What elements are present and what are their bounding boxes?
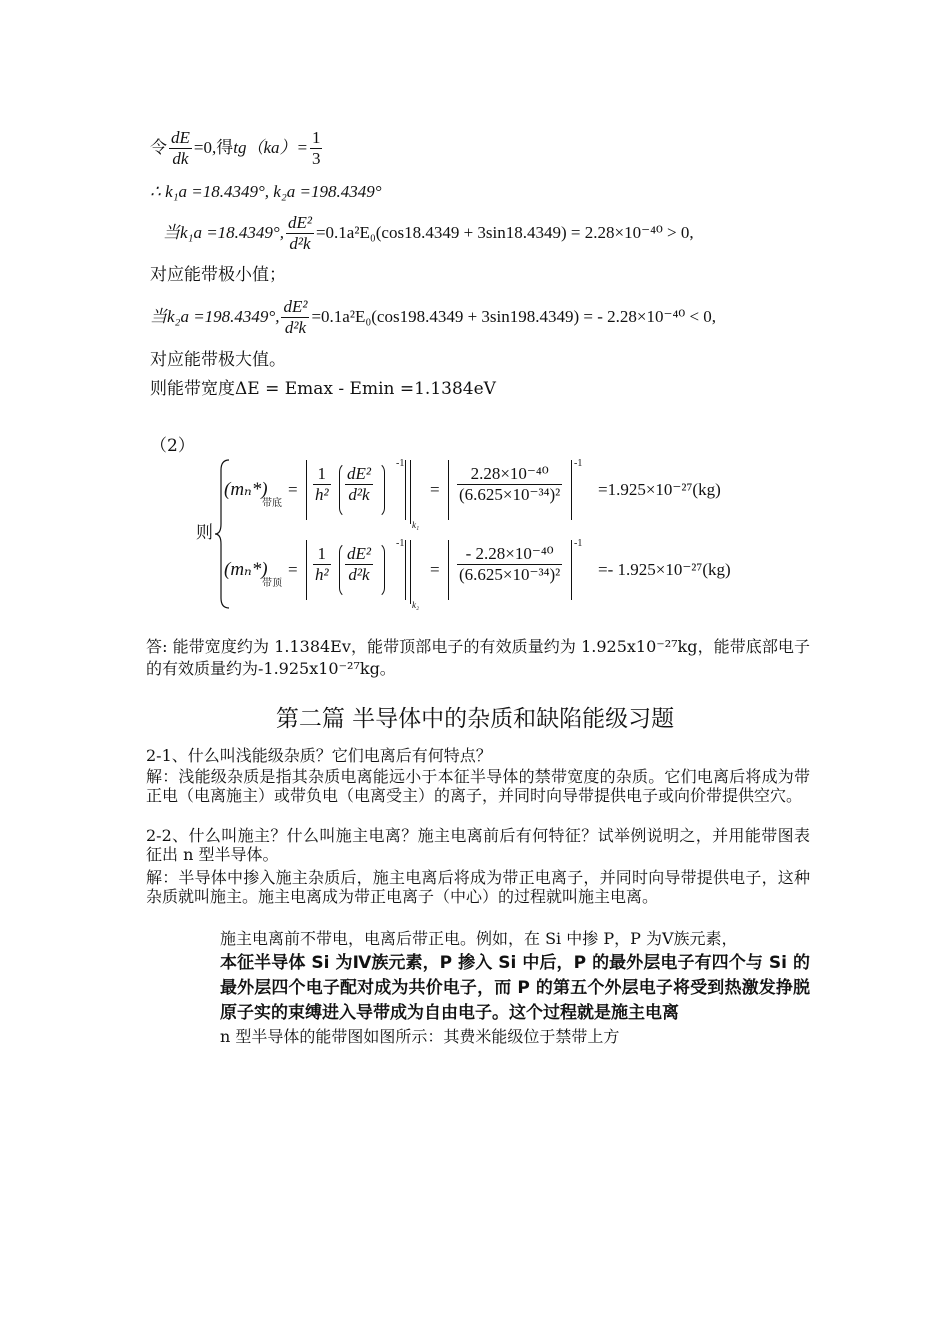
frac-den: h² (315, 485, 329, 504)
exponent: -1 (396, 538, 405, 549)
frac-num: - 2.28×10⁻⁴⁰ (457, 544, 562, 565)
eval-bar (410, 460, 411, 524)
frac-den: (6.625×10⁻³⁴)² (459, 485, 561, 504)
answer-2-2: 解：半导体中掺入施主杂质后，施主电离后将成为带正电离子，并同时向导带提供电子，这种杂质就叫施主。施主电离成为带正电离子（中心）的过程就叫施主电离。 (146, 868, 810, 906)
part2-label: （2） (150, 436, 195, 456)
question-2-1: 2-1、什么叫浅能级杂质？它们电离后有何特点？ (146, 746, 492, 765)
frac-num: 2.28×10⁻⁴⁰ (457, 464, 562, 485)
eq-line-3 (163, 213, 694, 254)
text-ling: 令 (150, 138, 167, 158)
eq-line-2: ∴ k₁a =18.4349°, k₂a =198.4349° (150, 182, 382, 201)
frac-den: d²k (348, 485, 370, 504)
fraction-value (457, 464, 562, 505)
frac-den: 3 (311, 149, 321, 168)
bracket-big (448, 460, 572, 520)
mass-symbol: (mₙ*) (224, 479, 268, 500)
frac-num: 1 (313, 464, 331, 485)
equals: = (288, 560, 298, 579)
fraction-1-3 (310, 128, 323, 169)
frac-num: dE² (283, 297, 308, 316)
question-2-2: 2-2、什么叫施主？什么叫施主电离？施主电离前后有何特征？试举例说明之，并用能带图表征出 n 型半导体。 (146, 826, 810, 864)
exponent: -1 (396, 458, 405, 469)
eq-line-7: 则能带宽度ΔE = Emax - Emin =1.1384eV (150, 379, 496, 399)
bracket (306, 540, 406, 600)
eval-k1: k₁ (412, 520, 420, 530)
fraction-1-h2 (313, 544, 331, 585)
fraction-dE2-d2k (345, 464, 373, 505)
bracket-big (448, 540, 572, 600)
exponent: -1 (574, 538, 583, 549)
frac-num: dE (171, 128, 190, 147)
mass-row-bottom (224, 460, 784, 530)
mass-symbol: (mₙ*) (224, 559, 268, 580)
frac-num: dE² (347, 544, 371, 563)
answer-2-1: 解：浅能级杂质是指其杂质电离能远小于本征半导体的禁带宽度的杂质。它们电离后将成为带正电（电离施主）或带负电（电离受主）的离子，并同时向导带提供电子或向价带提供空穴。 (146, 767, 810, 805)
section-title: 第二篇 半导体中的杂质和缺陷能级习题 (275, 706, 675, 732)
fraction-1-h2 (313, 464, 331, 505)
result-top: =- 1.925×10⁻²⁷(kg) (598, 560, 731, 579)
result-bottom: =1.925×10⁻²⁷(kg) (598, 480, 721, 499)
fraction-value (457, 544, 562, 585)
equals: = (430, 560, 440, 579)
frac-den: (6.625×10⁻³⁴)² (459, 565, 561, 584)
bracket (306, 460, 406, 520)
text-eq0: =0,得 (193, 138, 234, 157)
eq-line-6: 对应能带极大值。 (150, 350, 286, 370)
text-result-1: =0.1a²E₀(cos18.4349 + 3sin18.4349) = 2.28×10⁻⁴⁰ > 0, (315, 223, 694, 242)
frac-num: 1 (311, 128, 321, 147)
mass-row-top (224, 540, 784, 610)
equals: = (288, 480, 298, 499)
part2-ze: 则 (196, 523, 213, 543)
frac-den: dk (172, 149, 189, 168)
eq-line-1 (150, 128, 324, 169)
eval-k2: k₂ (412, 600, 420, 610)
text-k2a: 当k₂a =198.4349°, (150, 307, 280, 326)
frac-den: h² (315, 565, 329, 584)
frac-den: d²k (348, 565, 370, 584)
answer-2-2-b: 施主电离前不带电，电离后带正电。例如，在 Si 中掺 P，P 为Ⅴ族元素， (220, 929, 738, 948)
answer-2-2-d: n 型半导体的能带图如图所示：其费米能级位于禁带上方 (220, 1027, 620, 1046)
answer-paragraph: 答: 能带宽度约为 1.1384Ev，能带顶部电子的有效质量约为 1.925x10⁻²⁷kg，能带底部电子的有效质量约为-1.925x10⁻²⁷kg。 (146, 637, 810, 678)
subscript-band-bottom: 带底 (262, 498, 282, 509)
eq-line-4: 对应能带极小值； (150, 265, 286, 285)
subscript-band-top: 带顶 (262, 578, 282, 589)
answer-2-2-c: 本征半导体 Si 为Ⅳ族元素，P 掺入 Si 中后，P 的最外层电子有四个与 Si 的最外层四个电子配对成为共价电子，而 P 的第五个外层电子将受到热激发挣脱原子实的束缚进入导带成为自由电子。这个过程就是施主电离 (220, 953, 810, 1023)
frac-num: dE² (347, 464, 371, 483)
text-result-2: =0.1a²E₀(cos198.4349 + 3sin198.4349) = - 2.28×10⁻⁴⁰ < 0, (311, 307, 717, 326)
frac-den: d²k (284, 318, 307, 337)
frac-num: dE² (287, 213, 312, 232)
fraction-dE-dk (169, 128, 192, 169)
eq-line-5 (150, 297, 716, 338)
eval-bar (410, 540, 411, 604)
frac-den: d²k (289, 234, 311, 253)
fraction-d2E-2 (281, 297, 309, 338)
equals: = (430, 480, 440, 499)
text-tg: tg（ka）= (233, 138, 308, 157)
text-k1a: 当k₁a =18.4349°, (163, 223, 284, 242)
fraction-dE2-d2k (345, 544, 373, 585)
fraction-d2E (286, 213, 314, 254)
frac-num: 1 (313, 544, 331, 565)
exponent: -1 (574, 458, 583, 469)
